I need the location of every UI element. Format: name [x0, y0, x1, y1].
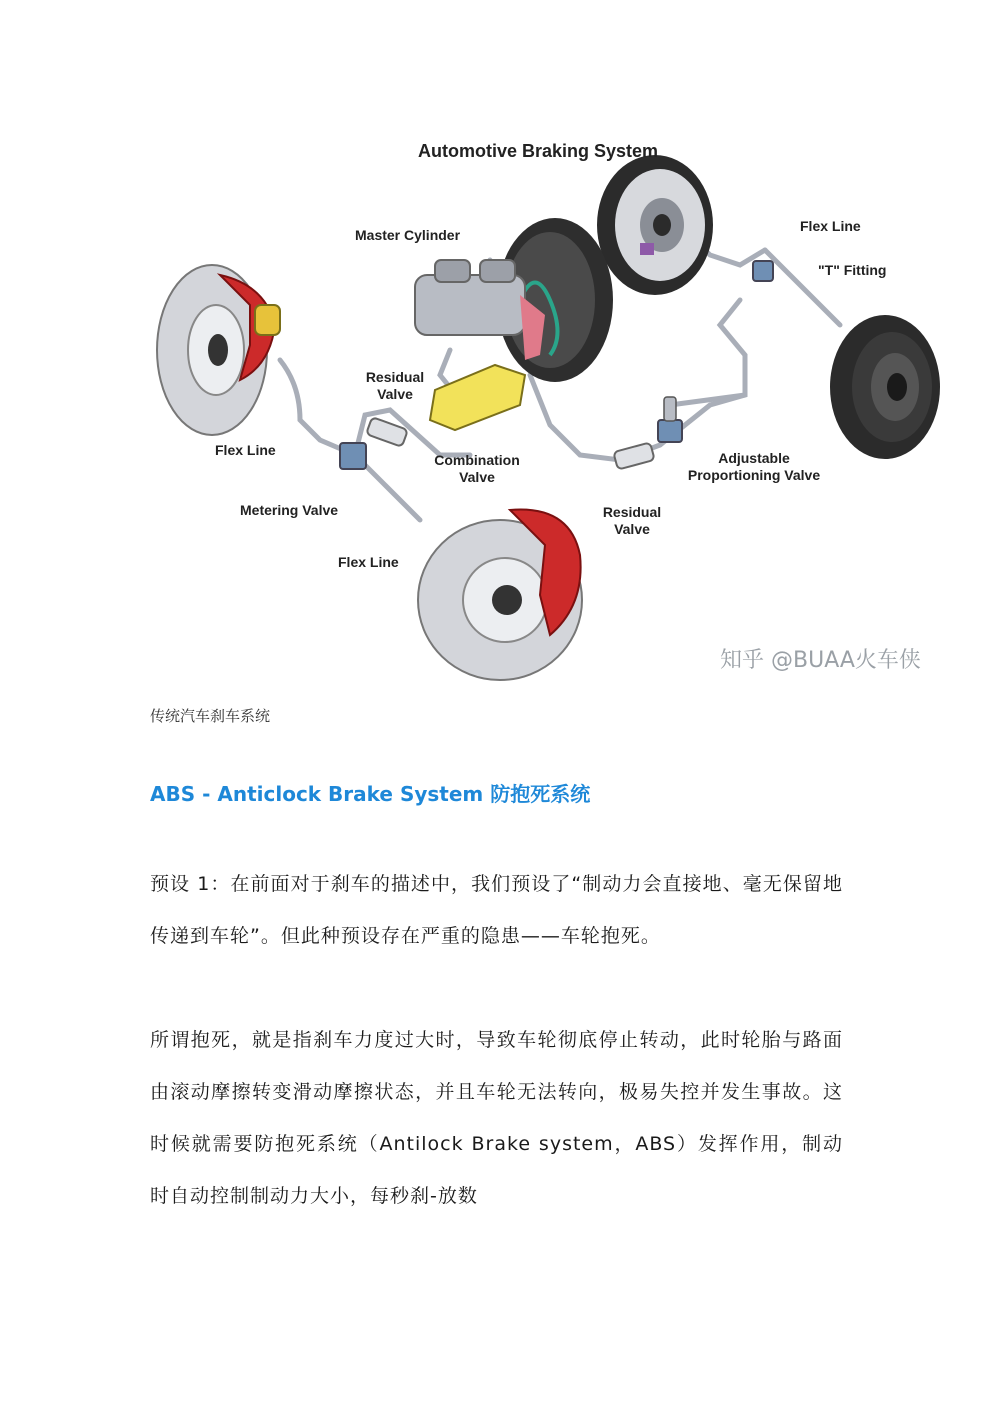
metering-valve [340, 443, 366, 469]
label-flex-line-top: Flex Line [800, 218, 861, 234]
watermark: 知乎 @BUAA火车侠 [720, 648, 921, 673]
label-t-fitting: "T" Fitting [818, 262, 887, 278]
rear-drum-brake-bottom [830, 315, 940, 459]
label-flex-line-left: Flex Line [215, 442, 276, 458]
braking-system-diagram [150, 125, 945, 690]
label-combination-valve: Combination Valve [434, 452, 520, 485]
label-flex-line-bottom: Flex Line [338, 554, 399, 570]
paragraph-preset-1: 预设 1：在前面对于刹车的描述中，我们预设了“制动力会直接地、毫无保留地传递到车轮”。但此种预设存在严重的隐患——车轮抱死。 [150, 873, 843, 947]
section-heading: ABS - Anticlock Brake System 防抱死系统 [150, 782, 591, 806]
label-residual-valve-left: Residual Valve [365, 369, 425, 402]
figure-caption: 传统汽车刹车系统 [150, 707, 271, 725]
residual-valve-right [613, 442, 654, 469]
label-master-cylinder: Master Cylinder [355, 227, 461, 243]
t-fitting [753, 261, 773, 281]
paragraph-wheel-lock: 所谓抱死，就是指刹车力度过大时，导致车轮彻底停止转动，此时轮胎与路面由滚动摩擦转变滑动摩擦状态，并且车轮无法转向，极易失控并发生事故。这时候就需要防抱死系统（Antilock Brake system，ABS）发挥作用，制动时自动控制制动力大小，每秒刹-放数 [150, 1029, 843, 1207]
label-adjustable-proportioning-valve: Adjustable Proportioning Valve [687, 450, 821, 483]
label-metering-valve: Metering Valve [240, 502, 339, 518]
front-disc-brake-bottom [418, 510, 582, 680]
front-disc-brake-left [157, 265, 280, 435]
combination-valve [430, 365, 525, 430]
rear-drum-brake-top [597, 155, 713, 295]
label-residual-valve-right: Residual Valve [602, 504, 662, 537]
diagram-title: Automotive Braking System [418, 141, 659, 161]
